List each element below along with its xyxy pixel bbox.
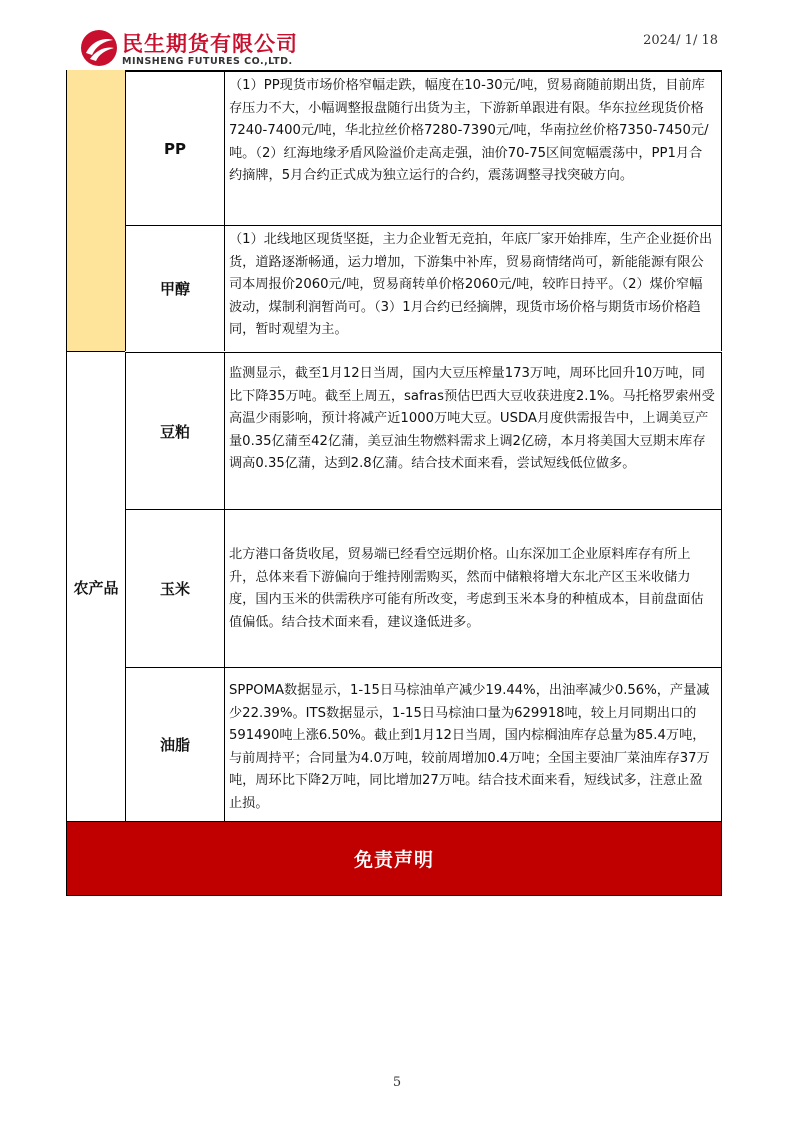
page-number: 5 <box>392 1075 402 1090</box>
row-text-oils: SPPOMA数据显示，1-15日马棕油单产减少19.44%，出油率减少0.56%，产量减少22.39%。ITS数据显示，1-15日马棕油口量为629918吨，较上月同期出口的591490吨上涨6.50%。截止到1月12日当周，国内棕榈油库存总量为85.4万吨，与前周持平；合同量为4.0万吨，较前周增加0.4万吨；全国主要油厂菜油库存37万吨，周环比下降2万吨，同比增加27万吨。结合技术面来看，短线试多，注意止盈止损。 <box>224 668 722 821</box>
group-cell-agriculture <box>66 351 125 821</box>
row-name-oils: 油脂 <box>125 668 224 821</box>
company-name-en: MINSHENG FUTURES CO.,LTD. <box>122 56 293 67</box>
group-cell-industrial <box>66 70 125 351</box>
row-text-pp: （1）PP现货市场价格窄幅走跌，幅度在10-30元/吨，贸易商随前期出货，目前库存压力不大，小幅调整报盘随行出货为主，下游新单跟进有限。华东拉丝现货价格7240-7400元/吨，华北拉丝价格7280-7390元/吨，华南拉丝价格7350-7450元/吨。（2）红海地缘矛盾风险溢价走高走强，油价70-75区间宽幅震荡中，PP1月合约摘牌，5月合约正式成为独立运行的合约，震荡调整寻找突破方向。 <box>224 72 722 225</box>
row-text-methanol: （1）北线地区现货坚挺，主力企业暂无竞拍，年底厂家开始排库，生产企业挺价出货，道路逐渐畅通，运力增加，下游集中补库，贸易商情绪尚可，新能能源有限公司本周报价2060元/吨，贸易商转单价格2060元/吨，较昨日持平。（2）煤价窄幅波动，煤制利润暂尚可。（3）1月合约已经摘牌，现货市场价格与期货市场价格趋同，暂时观望为主。 <box>224 226 722 351</box>
company-logo <box>80 27 320 71</box>
disclaimer-banner <box>66 821 722 896</box>
row-name-soymeal: 豆粕 <box>125 352 224 509</box>
row-text-corn: 北方港口备货收尾，贸易端已经看空远期价格。山东深加工企业原料库存有所上升，总体来看下游偏向于维持刚需购买，然而中储粮将增大东北产区玉米收储力度，国内玉米的供需秩序可能有所改变，考虑到玉米本身的种植成本，目前盘面估值偏低。结合技术面来看，建议逢低进多。 <box>224 510 722 667</box>
row-name-methanol: 甲醇 <box>125 226 224 351</box>
group-label-agriculture: 农产品 <box>73 579 119 597</box>
row-text-soymeal: 监测显示，截至1月12日当周，国内大豆压榨量173万吨，周环比回升10万吨，同比下降35万吨。截至上周五，safras预估巴西大豆收获进度2.1%。马托格罗索州受高温少雨影响，预计将减产近1000万吨大豆。USDA月度供需报告中，上调美豆产量0.35亿蒲至42亿蒲，美豆油生物燃料需求上调2亿磅，本月将美国大豆期末库存调高0.35亿蒲，达到2.8亿蒲。结合技术面来看，尝试短线低位做多。 <box>224 352 722 509</box>
disclaimer-title: 免责声明 <box>353 849 434 871</box>
minsheng-logo-icon <box>80 29 118 67</box>
row-name-pp: PP <box>125 72 224 225</box>
report-date: 2024/ 1/ 18 <box>643 33 718 48</box>
company-name-cn: 民生期货有限公司 <box>122 32 298 56</box>
row-name-corn: 玉米 <box>125 510 224 667</box>
